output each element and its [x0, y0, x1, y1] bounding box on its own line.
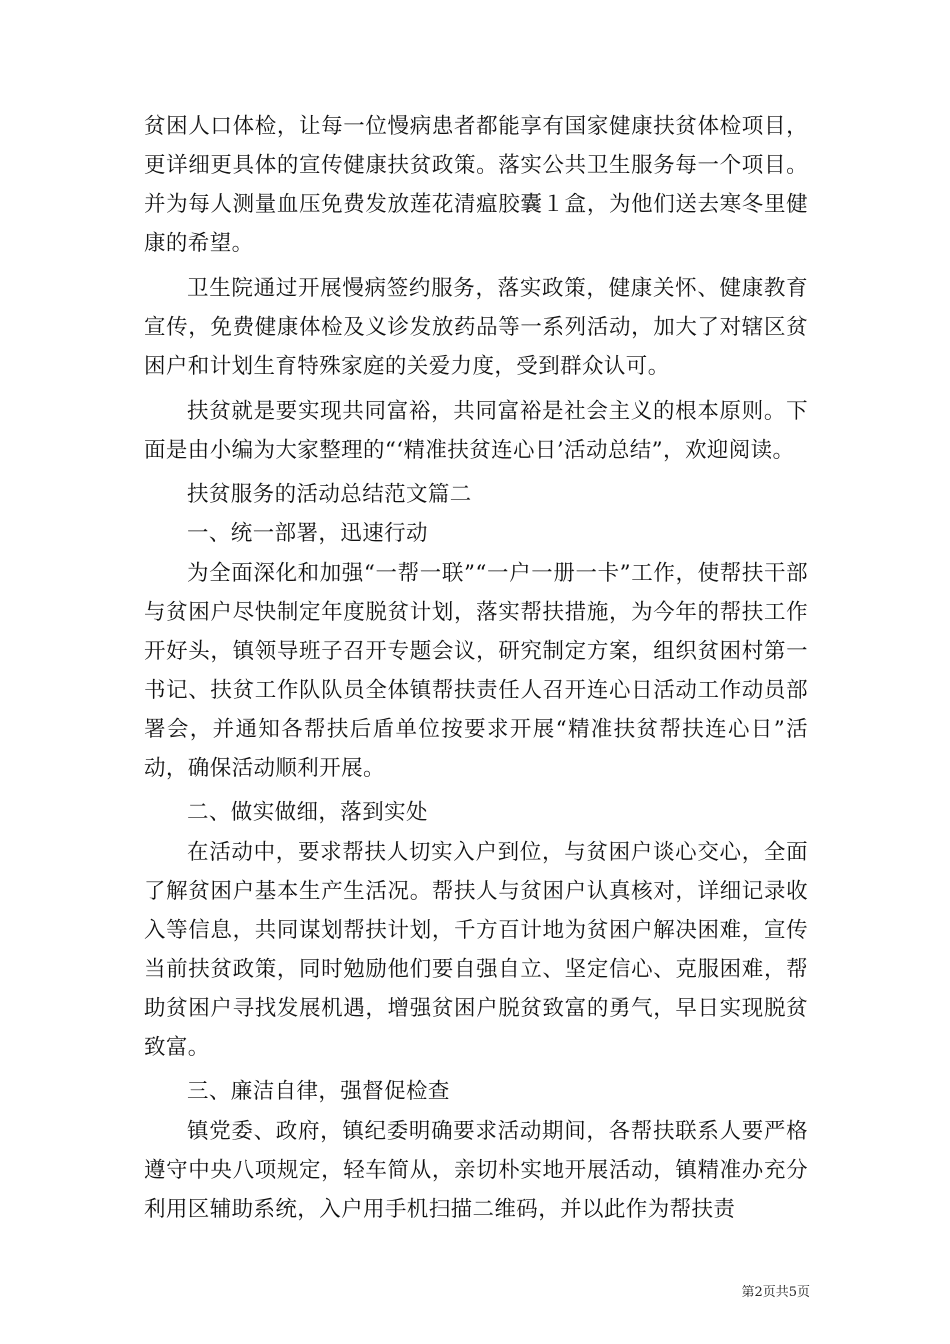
- section-heading-2: 二、做实做细，落到实处: [187, 800, 428, 825]
- section-body-2: 在活动中，要求帮扶人切实入户到位，与贫困户谈心交心，全面了解贫困户基本生产生活况。帮扶人与贫困户认真核对，详细记录收入等信息，共同谋划帮扶计划，千方百计地为贫困户解决困难，宣传当前扶贫政策，同时勉励他们要自强自立、坚定信心、克服困难，帮助贫困户寻找发展机遇，增强贫困户脱贫致富的勇气，早日实现脱贫致富。: [144, 840, 808, 1060]
- paragraph-continued: 贫困人口体检，让每一位慢病患者都能享有国家健康扶贫体检项目，更详细更具体的宣传健康扶贫政策。落实公共卫生服务每一个项目。并为每人测量血压免费发放莲花清瘟胶囊１盒，为他们送去寒冬里健康的希望。: [144, 114, 808, 256]
- document-body: [144, 107, 808, 1235]
- paragraph-clinic: 卫生院通过开展慢病签约服务，落实政策，健康关怀、健康教育宣传，免费健康体检及义诊发放药品等一系列活动，加大了对辖区贫困户和计划生育特殊家庭的关爱力度，受到群众认可。: [144, 276, 808, 379]
- section-body-3: 镇党委、政府，镇纪委明确要求活动期间，各帮扶联系人要严格遵守中央八项规定，轻车简从，亲切朴实地开展活动，镇精准办充分利用区辅助系统，入户用手机扫描二维码，并以此作为帮扶责: [144, 1119, 808, 1222]
- section-heading-1: 一、统一部署，迅速行动: [187, 521, 428, 546]
- article-title: 扶贫服务的活动总结范文篇二: [187, 482, 472, 507]
- section-heading-3: 三、廉洁自律，强督促检查: [187, 1079, 450, 1104]
- paragraph-intro: 扶贫就是要实现共同富裕，共同富裕是社会主义的根本原则。下面是由小编为大家整理的“‘精准扶贫连心日’活动总结”，欢迎阅读。: [144, 399, 808, 463]
- section-body-1: 为全面深化和加强“一帮一联”“一户一册一卡”工作，使帮扶干部与贫困户尽快制定年度脱贫计划，落实帮扶措施，为今年的帮扶工作开好头，镇领导班子召开专题会议，研究制定方案，组织贫困村第一书记、扶贫工作队队员全体镇帮扶责任人召开连心日活动工作动员部署会，并通知各帮扶后盾单位按要求开展“精准扶贫帮扶连心日”活动，确保活动顺利开展。: [144, 561, 808, 781]
- page-number: 第2页共5页: [741, 1285, 810, 1300]
